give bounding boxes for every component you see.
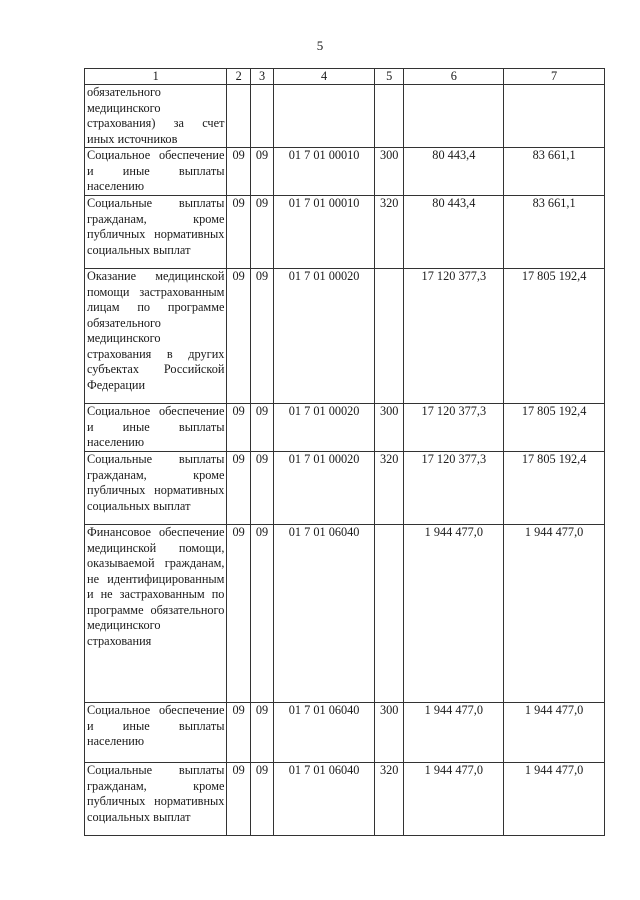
- row-sum-year2: 1 944 477,0: [504, 703, 605, 763]
- row-name: Социальное обеспечение и иные выплаты населению: [85, 703, 227, 763]
- row-section: 09: [227, 703, 250, 763]
- row-target-article: 01 7 01 06040: [274, 525, 375, 703]
- row-subsection: [250, 85, 273, 148]
- header-cell: 2: [227, 69, 250, 85]
- row-target-article: 01 7 01 00020: [274, 269, 375, 404]
- table-row: [85, 452, 605, 525]
- header-cell: 3: [250, 69, 273, 85]
- row-name: Социальное обеспечение и иные выплаты населению: [85, 404, 227, 452]
- row-section: 09: [227, 269, 250, 404]
- table-row: [85, 269, 605, 404]
- row-sum-year1: 1 944 477,0: [404, 703, 504, 763]
- row-section: 09: [227, 525, 250, 703]
- row-subsection: 09: [250, 269, 273, 404]
- table-row: [85, 85, 605, 148]
- row-section: 09: [227, 196, 250, 269]
- row-subsection: 09: [250, 703, 273, 763]
- budget-table: [84, 68, 605, 836]
- header-row: [85, 69, 605, 85]
- row-sum-year1: 17 120 377,3: [404, 404, 504, 452]
- row-sum-year1: 1 944 477,0: [404, 763, 504, 836]
- header-cell: 6: [404, 69, 504, 85]
- row-sum-year1: 17 120 377,3: [404, 452, 504, 525]
- row-sum-year2: [504, 85, 605, 148]
- row-name: Социальные выплаты гражданам, кроме публичных нормативных социальных выплат: [85, 196, 227, 269]
- row-subsection: 09: [250, 452, 273, 525]
- row-sum-year2: 1 944 477,0: [504, 763, 605, 836]
- row-target-article: 01 7 01 06040: [274, 763, 375, 836]
- row-name: Социальные выплаты гражданам, кроме публичных нормативных социальных выплат: [85, 452, 227, 525]
- row-sum-year2: 83 661,1: [504, 196, 605, 269]
- row-sum-year2: 17 805 192,4: [504, 269, 605, 404]
- row-expense-type: [374, 525, 404, 703]
- header-cell: 7: [504, 69, 605, 85]
- page-number: 5: [316, 38, 324, 53]
- row-expense-type: 300: [374, 148, 404, 196]
- table-row: [85, 148, 605, 196]
- row-target-article: 01 7 01 00020: [274, 404, 375, 452]
- row-expense-type: [374, 85, 404, 148]
- row-name: Финансовое обеспечение медицинской помощи, оказываемой гражданам, не идентифицированным и не застрахованным по программе обязательного медицинского страхования: [85, 525, 227, 703]
- row-name: Социальное обеспечение и иные выплаты населению: [85, 148, 227, 196]
- row-sum-year2: 83 661,1: [504, 148, 605, 196]
- row-subsection: 09: [250, 196, 273, 269]
- row-subsection: 09: [250, 148, 273, 196]
- row-sum-year1: 80 443,4: [404, 196, 504, 269]
- row-name: Социальные выплаты гражданам, кроме публичных нормативных социальных выплат: [85, 763, 227, 836]
- table-row: [85, 763, 605, 836]
- row-subsection: 09: [250, 763, 273, 836]
- row-subsection: 09: [250, 404, 273, 452]
- table-row: [85, 703, 605, 763]
- row-section: 09: [227, 763, 250, 836]
- row-subsection: 09: [250, 525, 273, 703]
- row-sum-year1: 80 443,4: [404, 148, 504, 196]
- row-section: [227, 85, 250, 148]
- row-sum-year1: 1 944 477,0: [404, 525, 504, 703]
- row-expense-type: 300: [374, 404, 404, 452]
- row-target-article: 01 7 01 00020: [274, 452, 375, 525]
- table-row: [85, 525, 605, 703]
- header-cell: 4: [274, 69, 375, 85]
- row-sum-year2: 17 805 192,4: [504, 452, 605, 525]
- row-sum-year1: 17 120 377,3: [404, 269, 504, 404]
- row-expense-type: 300: [374, 703, 404, 763]
- row-expense-type: 320: [374, 452, 404, 525]
- row-target-article: 01 7 01 00010: [274, 196, 375, 269]
- row-sum-year2: 17 805 192,4: [504, 404, 605, 452]
- row-target-article: [274, 85, 375, 148]
- header-cell: 5: [374, 69, 404, 85]
- row-name: Оказание медицинской помощи застрахованным лицам по программе обязательного медицинского страхования в других субъектах Российской Федерации: [85, 269, 227, 404]
- row-expense-type: [374, 269, 404, 404]
- row-target-article: 01 7 01 00010: [274, 148, 375, 196]
- table-row: [85, 404, 605, 452]
- row-name: обязательного медицинского страхования) за счет иных источников: [85, 85, 227, 148]
- row-section: 09: [227, 404, 250, 452]
- row-target-article: 01 7 01 06040: [274, 703, 375, 763]
- table-row: [85, 196, 605, 269]
- row-section: 09: [227, 148, 250, 196]
- row-section: 09: [227, 452, 250, 525]
- row-sum-year1: [404, 85, 504, 148]
- row-sum-year2: 1 944 477,0: [504, 525, 605, 703]
- row-expense-type: 320: [374, 763, 404, 836]
- row-expense-type: 320: [374, 196, 404, 269]
- header-cell: 1: [85, 69, 227, 85]
